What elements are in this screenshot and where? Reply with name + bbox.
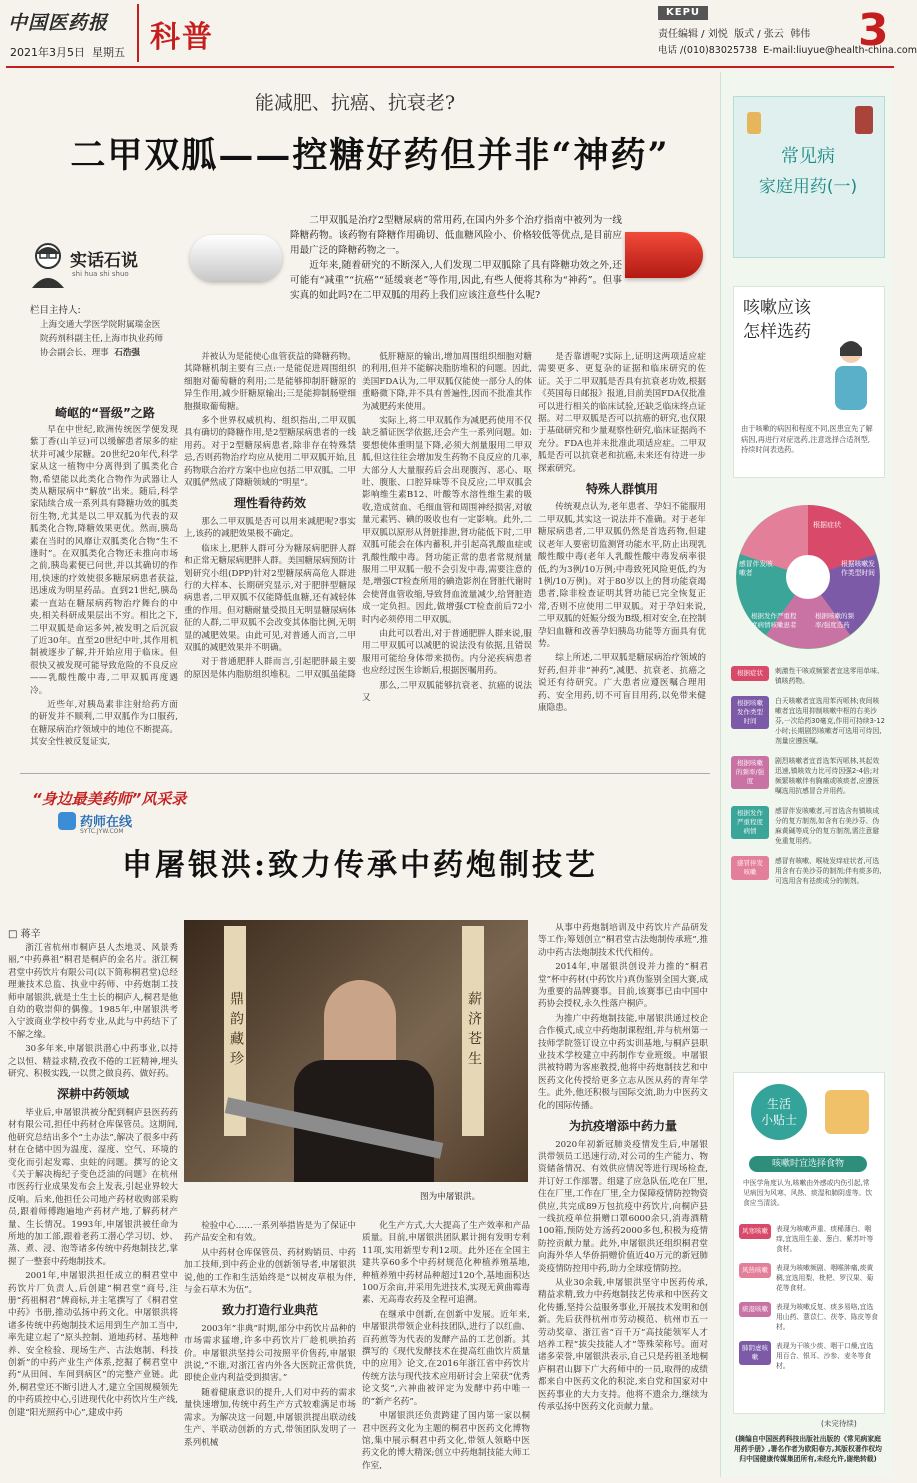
logo-text: 药师在线 xyxy=(80,815,133,830)
paragraph: 2003年“非典”时期,部分中药饮片品种的市场需求猛增,许多中药饮片厂趁机哄抬药价。申屠银洪坚持公司按照平价售药,申屠银洪说,“不谁,对浙江省内外各大医院正常供货,即使企业内利益受到损害。” xyxy=(184,1323,356,1384)
wheel-label: 根据咳嗽发作类型时间 xyxy=(841,560,875,577)
paragraph: 低肝糖原的输出,增加周围组织细胞对糖的利用,但并不能解决脂肪堆积的问题。因此,美国FDA认为,二甲双胍仅能使一部分人的体重略微下降,并不具有普遍性,因而不批准其作为减肥药来使用。 xyxy=(362,352,532,412)
article2-column-3 xyxy=(362,1220,530,1474)
coughing-person-icon xyxy=(821,334,881,414)
paragraph: 对于普通肥胖人群而言,引起肥胖最主要的原因是体内脂肪组织堆积。二甲双胍虽能降 xyxy=(184,657,356,680)
tip-tag: 根据咳嗽的频率/强度 xyxy=(731,756,769,789)
photo-caption: 图为申屠银洪。 xyxy=(420,1192,481,1202)
sidebar xyxy=(720,72,893,1477)
tip-text: 白天咳嗽者宜选用苯丙哌林;夜间咳嗽者宜选用抑制咳嗽中枢的右美沙芬,一次给药30毫克,作用可持续3-12小时;长期剧烈咳嗽者可选用可待因,剂量应遵医嘱。 xyxy=(775,697,885,745)
author-name: 蒋辛 xyxy=(20,929,41,940)
tip-item xyxy=(731,666,885,686)
wheel-label: 根据症状 xyxy=(813,521,841,529)
tip-tag: 根据症状 xyxy=(731,666,769,681)
newspaper-logo: 中国医药报 xyxy=(8,12,109,34)
masthead-divider xyxy=(137,4,139,62)
cough-title xyxy=(743,296,811,344)
to-be-continued: (未完待续) xyxy=(821,1419,857,1428)
calligraphy-scroll-right: 薪济苍生 xyxy=(462,926,484,1136)
life-item-tag: 肺阴虚咳嗽 xyxy=(739,1341,771,1365)
paragraph: 为推广中药炮制技能,申屠银洪通过校企合作模式,成立中药炮制课程组,并与杭州第一技师学院签订设立中药实训基地,与桐庐县职业技术学校建立中药制作专业班级。申屠银洪被特聘为客座教授,他将中药炮制技艺和中医药文化传授给更多立志从医从药的青年学生。此外,他还积极与国际交流,助力中医药文化的国际传播。 xyxy=(538,1013,708,1111)
life-title: 咳嗽时宜选择食物 xyxy=(749,1156,867,1172)
paragraph: 近些年,对胰岛素非注射给药方面的研发并不顺利,二甲双胍作为口服药,在糖尿病治疗领域中的地位不断提高。其安全性被反复证实, xyxy=(30,699,178,748)
life-label-line1: 生活 xyxy=(766,1097,791,1111)
paragraph: 2020年初新冠肺炎疫情发生后,申屠银洪带领员工迅速行动,对公司的生产能力、物资储备情况、有效供应情况等进行现场检查,并订好工作部署。组建了应急队伍,吃在厂里,住在厂里,工作在厂里,全力保障疫情防控物资供应,共完成89万包抗疫中药饮片,向桐庐县一线抗疫单位捐赠口罩6000余只,消毒酒精100箱,预防处方汤药2000多包,积极为疫情防控贡献力量。此外,申屠银洪还组织桐君堂向海外华人华侨捐赠价值近40万元的新冠肺炎疫情防控用中药,助力全球疫情防控。 xyxy=(538,1139,708,1274)
tip-item xyxy=(731,856,885,886)
medicine-bottle-icon xyxy=(747,112,761,134)
article1-column-3 xyxy=(362,351,532,706)
host-name: 石浩强 xyxy=(114,348,141,358)
tip-item xyxy=(731,756,885,796)
tip-item xyxy=(731,806,885,846)
person-figure xyxy=(324,980,396,1070)
tip-tag: 感冒伴发咳嗽 xyxy=(731,856,769,880)
issue-date: 2021年3月5日 星期五 xyxy=(10,46,125,59)
life-item xyxy=(739,1263,879,1293)
article1-headline: 二甲双胍——控糖好药但并非“神药” xyxy=(70,135,670,176)
article1-intro xyxy=(290,213,622,303)
life-items-list xyxy=(739,1224,879,1380)
paragraph: 多个世界权威机构、组织指出,二甲双胍具有确切的降糖作用,是2型糖尿病患者的一线用药。对于2型糖尿病患者,除非存在特殊禁忌,否则药物治疗均应从使用二甲双胍开始,且药物联合治疗方案中也应包括二甲双胍。二甲双胍俨然成了降糖领域的“明星”。 xyxy=(184,416,356,489)
column-name: 实话石说 xyxy=(70,251,138,271)
paragraph: 是否靠谱呢?实际上,证明这两项适应症需要更多、更复杂的证据和临床研究的佐证。关于二甲双胍是否具有抗衰老功效,根据《英国每日邮报》报道,目前美国FDA仅批准可以进行相关的临床试验,还缺乏临床终点证据。对二甲双胍是否可以抗癌的研究,也仅限于基础研究和少量观察性研究,临床证据尚不充分。FDA也并未批准此项适应症。二甲双胍是否可以抗衰老和抗癌,未来还有待进一步探索研究。 xyxy=(538,352,706,474)
calligraphy-scroll-left: 鼎韵藏珍 xyxy=(224,926,246,1136)
article1-column-2 xyxy=(184,351,356,683)
paragraph: 那么,二甲双胍能够抗衰老、抗癌的说法又 xyxy=(362,680,532,703)
tip-text: 感冒有咳嗽、喉咙发痒症状者,可选用含有右美沙芬的制剂;伴有痰多的,可选用含有祛痰成分的制剂。 xyxy=(775,857,882,885)
life-item-tag: 风热咳嗽 xyxy=(739,1263,771,1278)
section-heading: 致力打造行业典范 xyxy=(221,1303,318,1318)
masthead xyxy=(0,0,917,68)
article1-kicker: 能减肥、抗癌、抗衰老? xyxy=(254,92,456,114)
source-note: (摘编自中国医药科技出版社出版的《常见病家庭用药手册》,署名作者为欧阳春方,其版权著作权均归中国健康传媒集团所有,未经允许,谢绝转载) xyxy=(734,1435,882,1463)
paragraph: 从业30余载,申屠银洪坚守中医药传承,精益求精,致力中药炮制技艺传承和中医药文化传播,坚持公益服务事业,开展技术发明和创新。先后获得杭州市劳动模范、杭州市五一劳动奖章、浙江省“百千万”高技能领军人才培养工程“拔尖技能人才”等殊荣称号。面对诸多荣誉,申屠银洪表示,自己只是药祖圣地桐庐桐君山脚下广大药师中的一员,取得的成绩都来自中医药文化的积淀,来自党和国家对中医药事业的大力支持。他将不遗余力,继续为传承弘扬中医药文化贡献力量。 xyxy=(538,1277,708,1413)
life-label xyxy=(751,1084,807,1140)
column-pinyin: shi hua shi shuo xyxy=(72,270,129,278)
paragraph: 在继承中创新,在创新中发展。近年来,申屠银洪带领企业科技团队,进行了以红曲、百药煎等为代表的发酵产品的工艺创新。其撰写的《现代发酵技术在提高红曲饮片质量中的应用》论文,在2016年浙江省中药饮片传统方法与现代技术应用研讨会上荣获“优秀论文奖”,六神曲被评定为发酵中药中唯一的“新产名药”。 xyxy=(362,1309,530,1407)
life-item-tag: 痰湿咳嗽 xyxy=(739,1302,771,1317)
feature-banner: “身边最美药师”风采录 xyxy=(32,790,187,808)
series-title-line2: 家庭用药(一) xyxy=(758,177,858,197)
paragraph: 浙江省杭州市桐庐县人杰地灵、风景秀丽,“中药鼻祖”桐君是桐庐的金名片。浙江桐君堂中药饮片有限公司(以下简称桐君堂)总经理兼技术总监、执业中药师、中药炮制工技师申屠银洪,就是土生土长的桐庐人,桐君是他自幼的敬崇仰的偶像。1985年,申屠银洪考入宁波商业学校中药专业,从此与中药结下了不解之缘。 xyxy=(8,943,178,1040)
food-basket-icon xyxy=(825,1090,869,1134)
logo-url: SYTC.JYW.COM xyxy=(80,828,124,835)
editor-line: 责任编辑 / 刘悦 版式 / 张云 韩伟 xyxy=(658,29,811,40)
pill-left-icon xyxy=(190,235,282,281)
paragraph: 从事中药炮制培训及中药饮片产品研发等工作;筹划创立“桐君堂古法炮制传承班”,推动中药古法炮制技术代代相传。 xyxy=(538,923,708,958)
host-label: 栏目主持人: xyxy=(30,305,81,316)
life-item-text: 表现为咳嗽频剧、咽喉肿痛,痰黄稠,宜选用梨、枇杷、罗汉果、菊花等食材。 xyxy=(776,1264,874,1292)
paragraph: 化生产方式,大大提高了生产效率和产品质量。目前,申屠银洪团队累计拥有发明专利11项,实用新型专利12项。此外还在全国主建共享60多个中药材规范化种植养殖基地,种植养殖中药材品种超过120个,基地面积达100万余亩,并采用先进技术,实现无黄曲霉毒素、无高毒农药及全程可追溯。 xyxy=(362,1221,530,1306)
tip-item xyxy=(731,696,885,746)
wheel-label: 根据咳嗽的频率/强度选药 xyxy=(815,612,854,629)
paragraph: 2001年,申屠银洪担任成立的桐君堂中药饮片厂负责人,后创建“桐君堂”商号,注册“药祖桐君”牌商标,并主笔撰写了《桐君堂中药》书册,推动弘扬中药文化。申屠银洪将诸多传统中药炮制技术运用到生产加工当中,率先建立起了“原头控制、道地药材、基地种养、安全检验、现场生产、古法炮制、科技创新”的中药产业生产体系,挖掘了桐君堂中药“从田间、车间到病区”的完整产业链。此外,桐君堂还不断引进人才,建立全国规模领先的中药质控中心,引进现代化中药饮片生产线,创建“阳光照药中心”,建成中药 xyxy=(8,1271,178,1418)
cough-title-line1: 咳嗽应该 xyxy=(743,298,811,318)
life-intro: 中医学角度认为,咳嗽由外感或内伤引起,常见病因为风寒、风热、痰湿和肺阴虚等。饮食应当清淡。 xyxy=(743,1179,873,1207)
paragraph: 实际上,将二甲双胍作为减肥药使用不仅缺乏循证医学依据,还会产生一系列问题。如:要想使体重明显下降,必须大剂量服用二甲双胍,但这往往会增加发生药物不良反应的几率,大部分人大量服药后会出现腹泻、恶心、呕吐、腹胀、口腔异味等不良反应;二甲双胍会影响维生素B12、叶酸等水溶性维生素的吸收,造成贫血、毛细血管和周围神经损害,对敏量元素钙、碘的吸收也有一定影响。此外,二甲双胍以原形从肾脏排泄,肾功能低下时,二甲双胍可能会在体内蓄积,并引起高乳酸血症或乳酸性酸中毒。肾功能正常的患者常规剂量服用二甲双胍一般不会引发中毒,需要注意的是,增强CT检查所用的碘造影剂在肾脏代谢时会使肾血管收缩,导致肾血流量减少,给肾脏造成一定负担。因此,做增强CT检查前后72小时内必须停用二甲双胍。 xyxy=(362,416,532,625)
paragraph: 早在中世纪,欧洲传统医学便发现紫丁香(山羊豆)可以缓解患者尿多的症状并可减少尿糖。20世纪20年代,科学家从这一植物中分离得到了胍类化合物,希望能以此类化合物作为武器让人类从糖尿病中“解放”出来。随后,科学家陆续合成一系列具有降糖功效的胍类衍生物,尤其是以二甲双胍为代表的双胍类化合物,降糖效果更优。然而,胰岛素在当时的风靡让双胍类化合物“生不逢时”。在双胍类化合物还未推向市场之前,胰岛素便已问世,并以其确切的作用,快速的疗效使很多糖尿病患者获益,迅速成为明星药品。直到21世纪,胰岛素一直站在糖尿病药物治疗舞台的中央,相关科研成果层出不穷。相比之下,二甲双胍是命运多舛,被发明之后沉寂了近30年。直至20世纪中叶,其作用机制被逐步了解,并开始应用于临床。但很快又被发现可能导致危险的不良反应——乳酸性酸中毒,二甲双胍再度遇冷。 xyxy=(30,425,178,696)
paragraph: 30多年来,申屠银洪潜心中药事业,以持之以恒、精益求精,孜孜不倦的工匠精神,埋头研究、积极实践,一以贯之做良药、做好药。 xyxy=(8,1044,178,1080)
tip-text: 感冒伴发咳嗽者,可首选含有镇咳成分的复方制剂,如含有右美沙芬、伪麻黄碱等成分的复方制剂,需注意避免重复用药。 xyxy=(775,807,880,845)
host-bio: 上海交通大学医学院附属瑞金医院药剂科副主任,上海市执业药师协会副会长、理事 石浩强 xyxy=(40,320,164,358)
masthead-rule xyxy=(6,66,894,68)
wheel-label: 根据发作严重程度病情咳嗽患者 xyxy=(751,612,797,629)
section-title: 科普 xyxy=(150,20,214,55)
tip-tag: 根据发作严重程度病情 xyxy=(731,806,769,839)
section-heading: 深耕中药领域 xyxy=(56,1087,129,1102)
column-badge xyxy=(28,238,146,290)
section-heading: 为抗疫增添中药力量 xyxy=(568,1119,677,1134)
tip-tag: 根据咳嗽发作类型时间 xyxy=(731,696,769,729)
medicine-bottle-icon xyxy=(855,106,873,134)
paragraph: 综上所述,二甲双胍是糖尿病治疗领域的好药,但并非“神药”,减肥、抗衰老、抗癌之说还有待研究。广大患者应遵医嘱合理用药、安全用药,切不可盲目用药,以免带来健康隐患。 xyxy=(538,653,706,713)
section-en-badge: KEPU xyxy=(658,6,708,20)
article2-column-4 xyxy=(538,922,708,1415)
article2-headline: 申屠银洪:致力传承中药炮制技艺 xyxy=(121,848,599,883)
article2-column-2 xyxy=(184,1220,356,1451)
article2-column-1 xyxy=(8,942,178,1421)
paragraph: 随着健康意识的提升,人们对中药的需求量快速增加,传统中药生产方式较难满足市场需求。为解决这一问题,申屠银洪提出联动线生产、半联动创新的方式,带领团队发明了一系列机械 xyxy=(184,1387,356,1448)
paragraph: 毕业后,申屠银洪被分配到桐庐县医药药材有限公司,担任中药材仓库保管员。这期间,他研究总结出多个“土办法”,解决了很多中药材在仓储中因为温度、湿度、空气、环境的变化而引起发霉、虫蛀的问题。撰写的论文《关于解决梅纪子变色泛油的问题》在杭州市医药行业成果发布会上发表,引起业界较大反响。后来,他担任公司地产药材收购部采购员,跟着师傅跑遍地产药材产地,了解药材产量、生长情况。1993年,申屠银洪被任命为所地的加工部,跟着老药工潜心学习切、炒、蒸、煮、浸、泡等诸多传统中药炮制技艺,掌握了一整套中药炮制技术。 xyxy=(8,1107,178,1267)
contact-line: 电话 /(010)83025738 E-mail:liuyue@health-china.com xyxy=(658,45,917,56)
intro-paragraph: 近年来,随着研究的不断深入,人们发现二甲双胍除了具有降糖功效之外,还可能有“减重”“抗癌”“延缓衰老”等作用,因此,有些人便将其称为“神药”。但事实真的如此吗?在二甲双胍的用药上我们应该注意些什么呢? xyxy=(290,260,622,301)
article1-column-4 xyxy=(538,351,706,716)
page-number: 3 xyxy=(858,5,889,56)
series-title-line1: 常见病 xyxy=(781,146,835,167)
life-item-text: 表现为咳嗽反复、痰多易咯,宜选用山药、薏苡仁、茯苓、陈皮等食材。 xyxy=(776,1303,878,1331)
life-item-text: 表现为咳嗽声重、痰稀薄白、咽痒,宜选用生姜、葱白、紫苏叶等食材。 xyxy=(776,1225,874,1253)
section-heading: 特殊人群慎用 xyxy=(585,482,658,497)
intro-paragraph: 二甲双胍是治疗2型糖尿病的常用药,在国内外多个治疗指南中被列为一线降糖药物。该药物有降糖作用确切、低血糖风险小、价格较低等优点,是目前应用最广泛的降糖药物之一。 xyxy=(290,215,622,256)
life-item xyxy=(739,1341,879,1371)
article-separator xyxy=(20,773,710,774)
life-item-text: 表现为干咳少痰、咽干口燥,宜选用百合、银耳、沙参、麦冬等食材。 xyxy=(776,1342,874,1370)
paragraph: 由此可以看出,对于普通肥胖人群来说,服用二甲双胍可以减肥的说法没有依据,且错误服用可能给身体带来损伤。内分泌疾病患者也应经过医生诊断后,根据医嘱用药。 xyxy=(362,628,532,677)
paragraph: 从中药材仓库保管员、药材购销员、中药加工技师,到中药企业的创新领导者,申屠银洪说,他的工作和生活始终是“以树皮草根为伴,与金石草木为伍”。 xyxy=(184,1247,356,1296)
section-heading: 崎岖的“晋级”之路 xyxy=(55,406,155,420)
tips-list xyxy=(731,666,885,896)
paragraph: 检验中心……一系列举措皆是为了保证中药产品安全和有效。 xyxy=(184,1221,356,1244)
cough-title-line2: 怎样选药 xyxy=(743,322,811,342)
portrait-photo xyxy=(184,920,528,1182)
pill-right-icon xyxy=(625,232,703,278)
life-item xyxy=(739,1302,879,1332)
author-line: □ 蒋辛 xyxy=(8,929,41,940)
host-portrait-icon xyxy=(28,238,68,288)
paragraph: 传统观点认为,老年患者、孕妇不能服用二甲双胍,其实这一说法并不准确。对于老年糖尿病患者,二甲双胍仍然是首选药物,但建议老年人要密切监测肾功能水平,防止出现乳酸性酸中毒(老年人乳酸性酸中毒发病率很低,约为3例/10万例;中毒致死风险更低,约为1例/10万例)。对于80岁以上的肾功能衰竭患者,除非检查证明其肾功能已完全恢复正常,否则不应使用二甲双胍。对于孕妇来说,二甲双胍的妊娠分级为B级,相对安全,在控制孕妇血糖和改善孕妇胰岛功能等方面具有优势。 xyxy=(538,502,706,649)
life-item xyxy=(739,1224,879,1254)
logo-mark-icon xyxy=(58,812,76,830)
article1-column-1 xyxy=(30,424,178,751)
wheel-label: 感冒伴发咳嗽者 xyxy=(739,560,773,577)
cough-intro: 由于咳嗽的病因和程度不同,医患宜先了解病因,再进行对症选药,注意选择合适剂型,持续时间表选药。 xyxy=(741,424,873,454)
tip-text: 剧烈咳嗽者宜首选苯丙哌林,其起效迅速,镇咳效力比可待因强2-4倍;对频繁咳嗽伴有胸痛或咳痰者,应遵医嘱选用抗感冒合并用药。 xyxy=(775,757,880,795)
paragraph: 并被认为是能使心血管获益的降糖药物。其降糖机制主要有三点:一是能促进周围组织细胞对葡萄糖的利用;二是能够抑制肝糖原的异生作用,减少肝糖原输出;三是能抑制肠壁细胞摄取葡萄糖。 xyxy=(184,352,356,412)
tip-text: 刺激性干咳或频繁者宜选零用单味、镇咳药物。 xyxy=(775,667,884,685)
series-title xyxy=(741,142,875,197)
paragraph: 那么二甲双胍是否可以用来减肥呢?事实上,该药的减肥效果极不确定。 xyxy=(184,516,356,540)
life-item-tag: 风寒咳嗽 xyxy=(739,1224,771,1239)
paragraph: 申屠银洪还负责跨建了国内第一家以桐君中医药文化为主题的桐君中医药文化博物馆,集中展示桐君中药文化,带领人领略中医药文化的博大精深;创立中药炮制技能大师工作室, xyxy=(362,1411,530,1471)
paragraph: 临床上,肥胖人群可分为糖尿病肥胖人群和正常无糖尿病肥胖人群。美国糖尿病预防计划研究小组(DPP)针对2型糖尿病高危人群进行的大样本、长期研究显示,对于肥胖型糖尿病患者,二甲双胍不仅能降低血糖,还有减轻体重的作用。但对糖耐量受损且无明显糖尿病体征的人群,二甲双胍不会改变其体脂比例,无明显的减肥效果。由此可见,对普通人而言,二甲双胍的减肥效果并不明确。 xyxy=(184,543,356,653)
section-heading: 理性看待药效 xyxy=(233,496,306,511)
life-label-line2: 小贴士 xyxy=(760,1113,797,1127)
paragraph: 2014年,申屠银洪创设并力推的“桐君堂”杯中药材(中药饮片)真伪鉴别全国大赛,成为重要的品牌赛事。目前,该赛事已由中国中药协会授权,永久性落户桐庐。 xyxy=(538,962,708,1010)
